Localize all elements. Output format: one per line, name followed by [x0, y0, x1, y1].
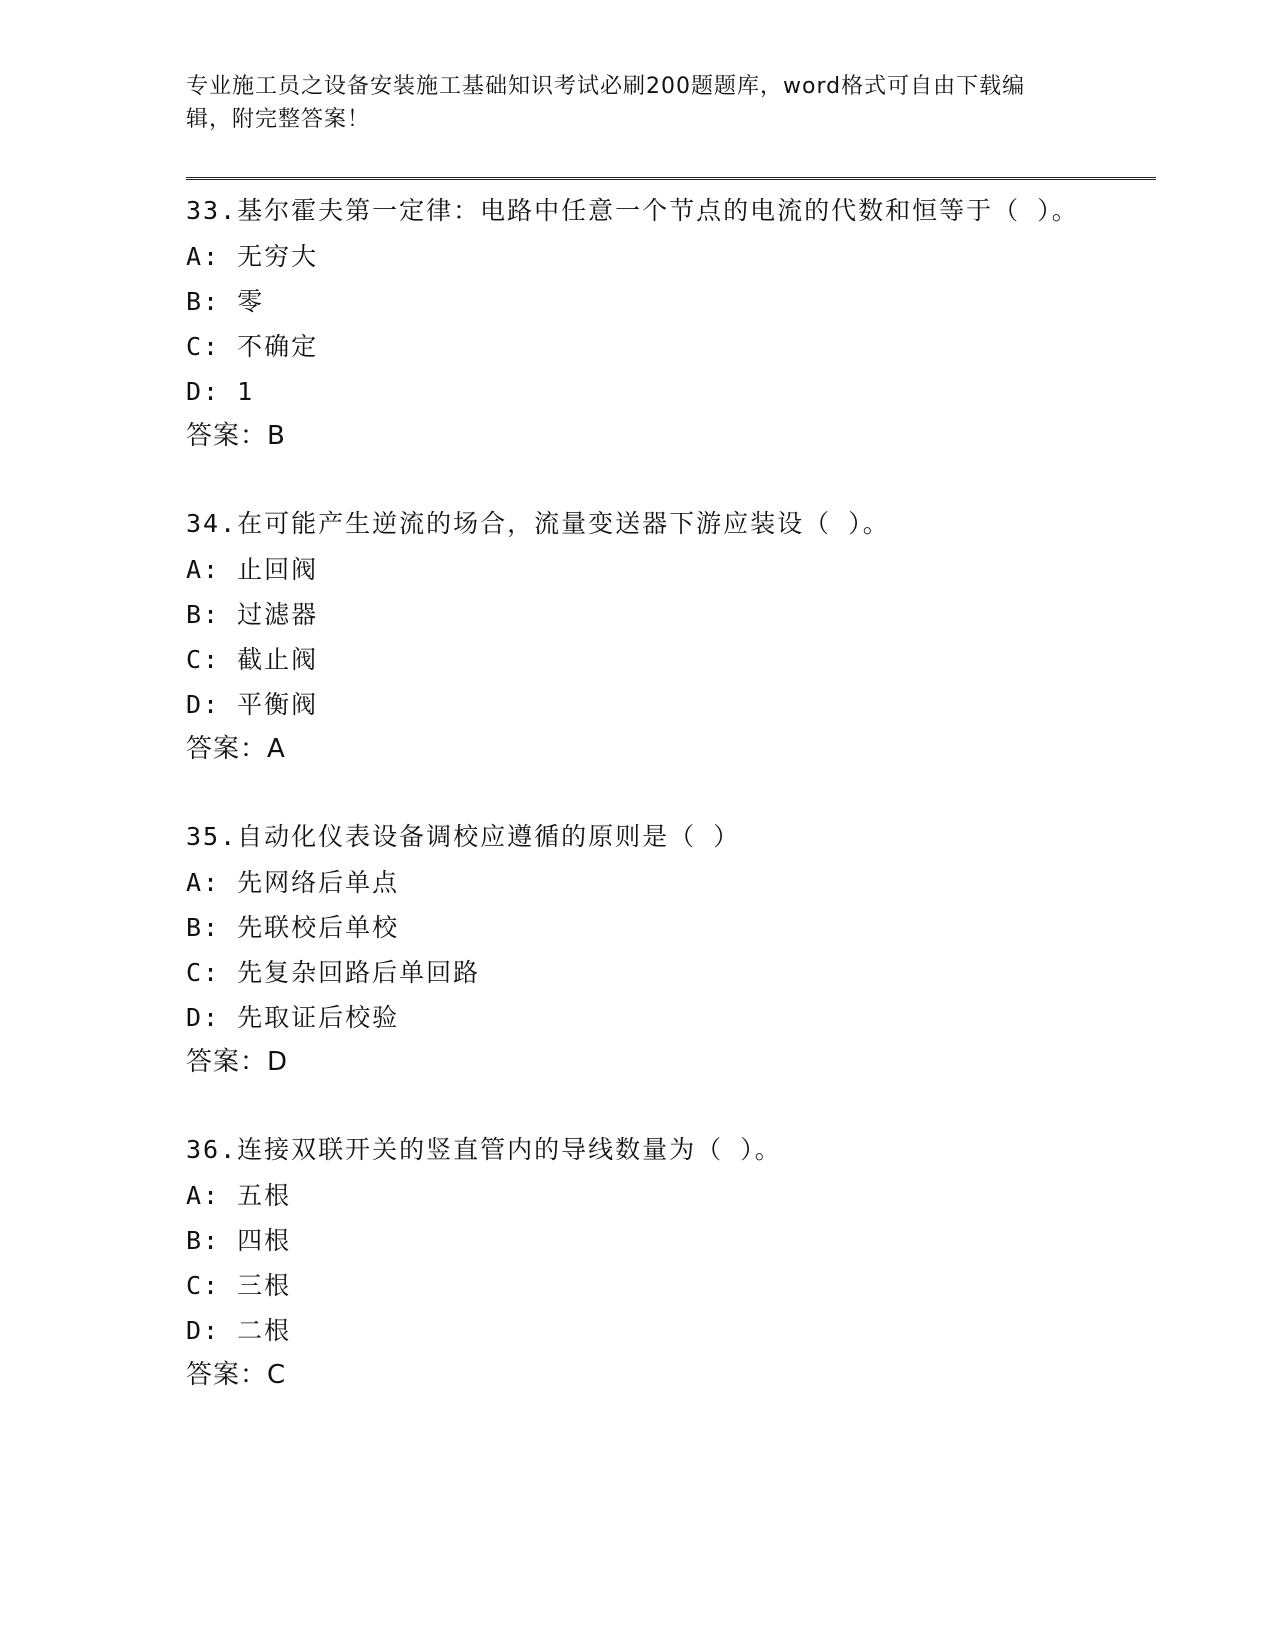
document-header: 专业施工员之设备安装施工基础知识考试必刷200题题库，word格式可自由下载编辑，附完整答案！: [186, 74, 1026, 132]
option-b: B: 先联校后单校: [186, 913, 400, 942]
option-d: D: 1: [186, 377, 255, 406]
question-stem: 34.在可能产生逆流的场合，流量变送器下游应装设（ ）。: [186, 509, 890, 538]
question-stem: 35.自动化仪表设备调校应遵循的原则是（ ）: [186, 822, 741, 851]
question-list: [186, 188, 1086, 1440]
option-c: C: 先复杂回路后单回路: [186, 958, 481, 987]
answer-line: 答案：D: [186, 1047, 289, 1077]
option-d: D: 先取证后校验: [186, 1003, 400, 1032]
question-33: [186, 188, 1086, 459]
option-c: C: 三根: [186, 1271, 292, 1300]
option-a: A: 止回阀: [186, 555, 319, 584]
question-36: [186, 1127, 1086, 1398]
answer-line: 答案：B: [186, 421, 286, 451]
option-b: B: 四根: [186, 1226, 292, 1255]
question-stem: 33.基尔霍夫第一定律：电路中任意一个节点的电流的代数和恒等于（ ）。: [186, 196, 1079, 225]
option-b: B: 零: [186, 287, 265, 316]
option-c: C: 不确定: [186, 332, 319, 361]
option-a: A: 无穷大: [186, 242, 319, 271]
answer-line: 答案：C: [186, 1360, 287, 1390]
option-a: A: 先网络后单点: [186, 868, 400, 897]
question-34: [186, 501, 1086, 772]
option-b: B: 过滤器: [186, 600, 319, 629]
header-divider: [186, 177, 1156, 180]
question-35: [186, 814, 1086, 1085]
option-a: A: 五根: [186, 1181, 292, 1210]
option-d: D: 平衡阀: [186, 690, 319, 719]
option-d: D: 二根: [186, 1316, 292, 1345]
question-stem: 36.连接双联开关的竖直管内的导线数量为（ ）。: [186, 1135, 782, 1164]
option-c: C: 截止阀: [186, 645, 319, 674]
answer-line: 答案：A: [186, 734, 286, 764]
